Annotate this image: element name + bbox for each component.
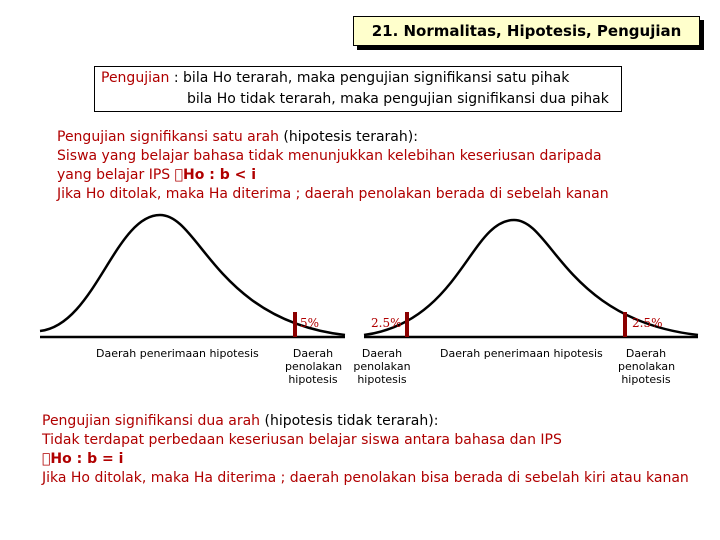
curve1-rejection-label-line: Daerah	[292, 347, 334, 360]
one-tailed-line-2-text: yang belajar IPS	[57, 167, 175, 183]
two-tailed-hypothesis: Ho : b = i	[50, 451, 124, 467]
one-tailed-line-3: Jika Ho ditolak, maka Ha diterima ; daerah penolakan berada di sebelah kanan	[57, 186, 609, 202]
curve2-left-rejection-label	[353, 347, 411, 386]
two-tailed-heading-line	[42, 412, 689, 431]
one-tailed-heading-note: (hipotesis terarah):	[278, 129, 418, 145]
two-tailed-heading-note: (hipotesis tidak terarah):	[260, 413, 439, 429]
one-tailed-symbol:  	[174, 167, 184, 183]
curve2-acceptance-label: Daerah penerimaan hipotesis	[440, 347, 603, 360]
definition-term: Pengujian	[101, 70, 170, 86]
curve1-pct-right: 5%	[300, 316, 320, 330]
curve2-left-rejection-label-line: Daerah	[361, 347, 403, 360]
two-tailed-symbol:  	[42, 451, 51, 467]
curve1-rejection-label	[285, 347, 341, 386]
two-tailed-line-1: Tidak terdapat perbedaan keseriusan belajar siswa antara bahasa dan IPS	[42, 432, 562, 448]
curve1-acceptance-label: Daerah penerimaan hipotesis	[96, 347, 259, 360]
curve2-pct-right: 2.5%	[632, 316, 663, 330]
one-tailed-heading: Pengujian signifikansi satu arah	[57, 129, 279, 145]
curve2-left-rejection-label-line: hipotesis	[357, 373, 407, 386]
one-tailed-hypothesis: Ho : b < i	[183, 167, 257, 183]
curve1-rejection-label-line: hipotesis	[288, 373, 338, 386]
curve2-right-rejection-label-line: Daerah	[625, 347, 667, 360]
curve2-pct-left: 2.5%	[371, 316, 402, 330]
two-tailed-section	[42, 412, 689, 488]
two-tailed-line-2	[42, 450, 689, 469]
slide-title: 21. Normalitas, Hipotesis, Pengujian	[353, 16, 700, 46]
curve1-rejection-label-line: penolakan	[285, 360, 343, 373]
definition-line-2: bila Ho tidak terarah, maka pengujian signifikansi dua pihak	[187, 91, 609, 107]
definition-line-1-text: : bila Ho terarah, maka pengujian signifikansi satu pihak	[169, 70, 570, 86]
curve2-right-rejection-label	[618, 347, 674, 386]
curve2-left-rejection-label-line: penolakan	[353, 360, 411, 373]
two-tailed-line-3: Jika Ho ditolak, maka Ha diterima ; daerah penolakan bisa berada di sebelah kiri atau kanan	[42, 470, 689, 486]
one-tailed-line-1: Siswa yang belajar bahasa tidak menunjukkan kelebihan keseriusan daripada	[57, 148, 602, 164]
two-tailed-heading: Pengujian signifikansi dua arah	[42, 413, 261, 429]
curve2-right-rejection-label-line: penolakan	[618, 360, 676, 373]
curve2-right-rejection-label-line: hipotesis	[621, 373, 671, 386]
